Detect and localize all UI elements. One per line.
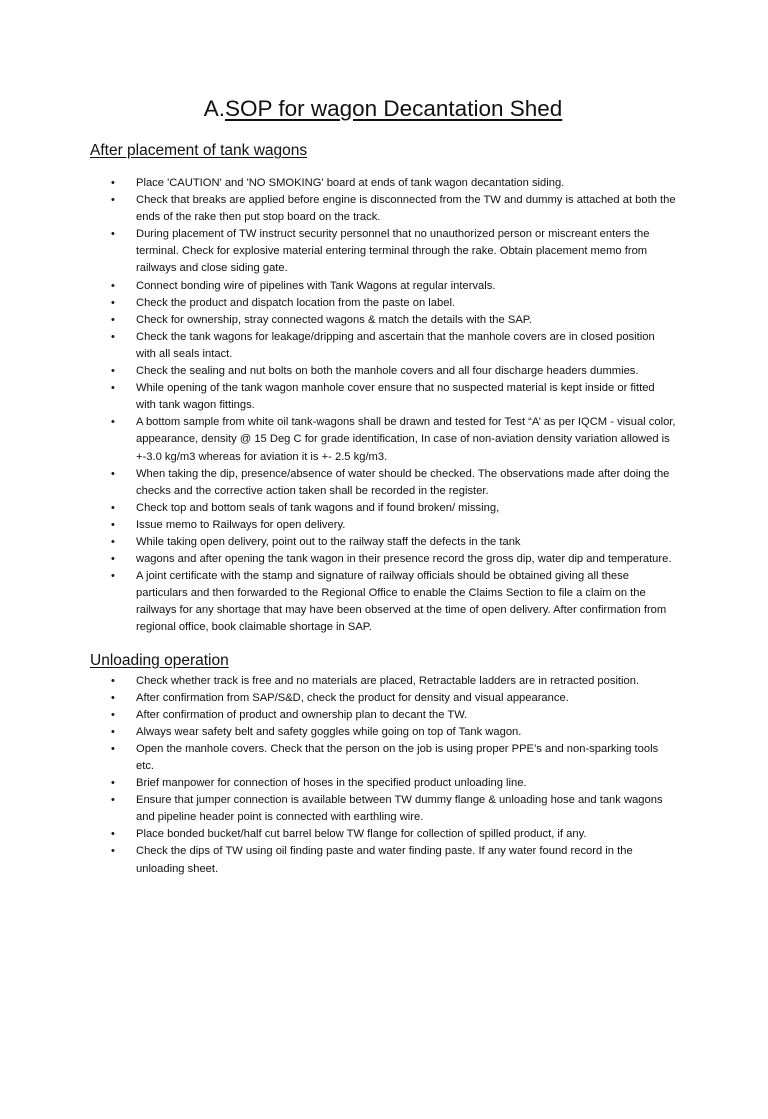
- list-item-text: Brief manpower for connection of hoses in the specified product unloading line.: [136, 777, 527, 790]
- list-item-text: Connect bonding wire of pipelines with Tank Wagons at regular intervals.: [136, 279, 496, 292]
- bullet-icon: •: [111, 177, 115, 189]
- list-item: [111, 568, 676, 636]
- bullet-icon: •: [111, 794, 115, 807]
- bullet-icon: •: [111, 518, 115, 531]
- bullet-icon: •: [111, 330, 115, 343]
- document-page: [0, 95, 768, 1119]
- list-item-text: During placement of TW instruct security personnel that no unauthorized person or miscreant enters the terminal. Check for explosive material entering terminal through the rake. Obtain placement memo from railways and close siding gate.: [136, 228, 650, 275]
- list-item: [111, 673, 676, 690]
- bullet-icon: •: [111, 570, 115, 583]
- section-heading-unloading-operation: Unloading operation: [90, 651, 229, 669]
- list-item: [111, 517, 676, 534]
- list-item: [111, 278, 676, 295]
- list-item-text: While opening of the tank wagon manhole cover ensure that no suspected material is kept inside or fitted with tank wagon fittings.: [136, 382, 655, 412]
- bullet-icon: •: [111, 828, 115, 841]
- document-title: [90, 95, 676, 123]
- bullet-icon: •: [111, 501, 115, 514]
- list-item: [111, 312, 676, 329]
- bullet-icon: •: [111, 742, 115, 755]
- bullet-icon: •: [111, 691, 115, 704]
- bullet-list-unloading-operation: [90, 673, 676, 878]
- list-item: [111, 414, 676, 465]
- section-heading-after-placement: After placement of tank wagons: [90, 142, 308, 159]
- list-item-text: Always wear safety belt and safety goggles while going on top of Tank wagon.: [136, 725, 522, 738]
- list-item: [111, 551, 676, 568]
- bullet-icon: •: [111, 313, 115, 326]
- list-item-text: Check for ownership, stray connected wagons & match the details with the SAP.: [136, 313, 532, 326]
- list-item: [111, 843, 676, 877]
- list-item-text: Open the manhole covers. Check that the person on the job is using proper PPE’s and non-sparking tools etc.: [136, 742, 659, 772]
- list-item: [111, 295, 676, 312]
- list-item: [111, 500, 676, 517]
- bullet-list-after-placement: [90, 175, 676, 637]
- bullet-icon: •: [111, 382, 115, 395]
- list-item-text: Check the product and dispatch location from the paste on label.: [136, 296, 456, 309]
- list-item-text: Check the sealing and nut bolts on both the manhole covers and all four discharge headers dummies.: [136, 365, 639, 378]
- list-item: [111, 534, 676, 551]
- bullet-icon: •: [111, 296, 115, 309]
- title-main: SOP for wagon Decantation Shed: [224, 96, 563, 121]
- bullet-icon: •: [111, 535, 115, 548]
- list-item-text: Check whether track is free and no materials are placed, Retractable ladders are in retracted position.: [136, 674, 640, 687]
- bullet-icon: •: [111, 845, 115, 858]
- bullet-icon: •: [111, 725, 115, 738]
- list-item-text: Place bonded bucket/half cut barrel below TW flange for collection of spilled product, if any.: [136, 828, 587, 841]
- list-item: [111, 792, 676, 826]
- list-item-text: While taking open delivery, point out to the railway staff the defects in the tank: [136, 535, 521, 548]
- list-item-text: When taking the dip, presence/absence of water should be checked. The observations made after doing the checks and the corrective action taken shall be recorded in the register.: [136, 467, 670, 497]
- list-item: [111, 329, 676, 363]
- title-prefix: A.: [203, 96, 225, 121]
- bullet-icon: •: [111, 228, 115, 241]
- bullet-icon: •: [111, 553, 115, 566]
- list-item: [111, 175, 676, 192]
- bullet-icon: •: [111, 777, 115, 790]
- list-item: [111, 380, 676, 414]
- list-item: [111, 363, 676, 380]
- list-item: [111, 741, 676, 775]
- list-item-text: A bottom sample from white oil tank-wagons shall be drawn and tested for Test “A’ as per IQCM - visual color, appearance, density @ 15 Deg C for grade identification, In case of non-aviation density variation allowed is +-3.0 kg/m3 whereas for aviation it is +- 2.5 kg/m3.: [136, 416, 676, 463]
- list-item: [111, 466, 676, 500]
- list-item-text: Check the tank wagons for leakage/dripping and ascertain that the manhole covers are in closed position with all seals intact.: [136, 330, 655, 360]
- list-item-text: Place 'CAUTION' and 'NO SMOKING' board at ends of tank wagon decantation siding.: [136, 177, 565, 189]
- list-item: [111, 724, 676, 741]
- list-item-text: Issue memo to Railways for open delivery.: [136, 518, 346, 531]
- bullet-icon: •: [111, 279, 115, 292]
- list-item: [111, 226, 676, 277]
- list-item-text: After confirmation from SAP/S&D, check the product for density and visual appearance.: [136, 691, 569, 704]
- bullet-icon: •: [111, 708, 115, 721]
- list-item: [111, 826, 676, 843]
- list-item-text: A joint certificate with the stamp and signature of railway officials should be obtained giving all these particulars and then forwarded to the Regional Office to enable the Claims Section to file a claim on the railways for any shortage that may have been observed at the time of open delivery. After confirmation from regional office, book claimable shortage in SAP.: [136, 570, 667, 634]
- bullet-icon: •: [111, 365, 115, 378]
- list-item: [111, 707, 676, 724]
- bullet-icon: •: [111, 194, 115, 207]
- list-item-text: Check top and bottom seals of tank wagons and if found broken/ missing,: [136, 501, 500, 514]
- bullet-icon: •: [111, 416, 115, 429]
- list-item-text: After confirmation of product and ownership plan to decant the TW.: [136, 708, 468, 721]
- list-item-text: Check that breaks are applied before engine is disconnected from the TW and dummy is attached at both the ends of the rake then put stop board on the track.: [136, 194, 676, 224]
- list-item-text: Check the dips of TW using oil finding paste and water finding paste. If any water found record in the unloading sheet.: [136, 845, 633, 875]
- list-item-text: wagons and after opening the tank wagon in their presence record the gross dip, water dip and temperature.: [136, 553, 672, 566]
- list-item-text: Ensure that jumper connection is available between TW dummy flange & unloading hose and tank wagons and pipeline header point is connected with earthling wire.: [136, 794, 663, 824]
- list-item: [111, 775, 676, 792]
- bullet-icon: •: [111, 674, 115, 687]
- bullet-icon: •: [111, 467, 115, 480]
- list-item: [111, 192, 676, 226]
- list-item: [111, 690, 676, 707]
